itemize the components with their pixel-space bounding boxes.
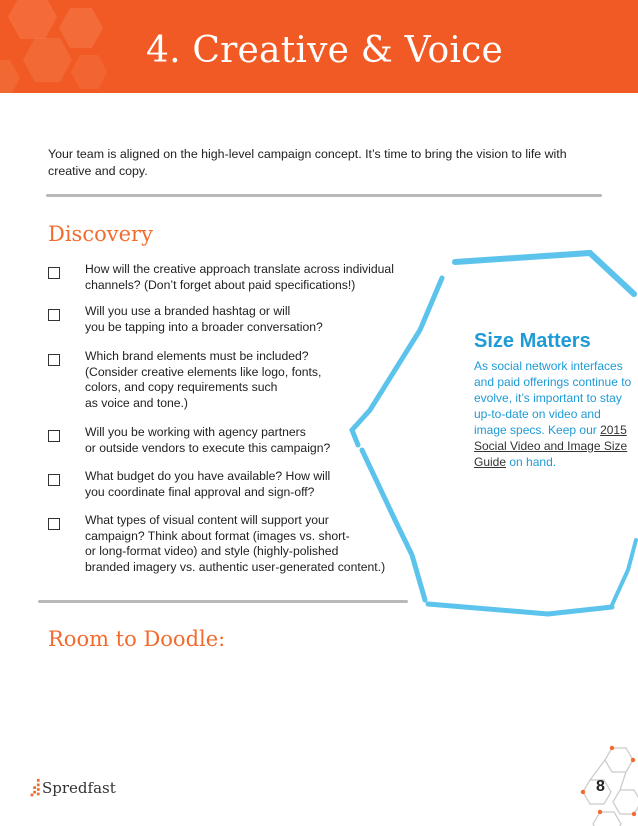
question-text: What budget do you have available? How will you coordinate final approval and sign-off? (85, 469, 331, 499)
page-title: 4. Creative & Voice (146, 30, 504, 71)
logo-wordmark: Spredfast (42, 779, 116, 797)
discovery-heading: Discovery (48, 222, 153, 246)
question-text: Will you use a branded hashtag or will you be tapping into a broader conversation? (85, 304, 323, 334)
question-text: Will you be working with agency partners or outside vendors to execute this campaign? (85, 425, 331, 455)
sidebar-text: As social network interfaces and paid offerings continue to evolve, it’s important to stay up-to-date on video and image specs. Keep our 2015 Social Video and Image Size Guide on hand. (474, 359, 632, 469)
intro-paragraph: Your team is aligned on the high-level campaign concept. It’s time to bring the vision to life with creative and copy. (48, 147, 567, 178)
question-text: What types of visual content will support your campaign? Think about format (images vs. short- or long-format video) and style (highly-polished branded imagery vs. authentic user-generated content.) (85, 513, 386, 574)
doodle-heading: Room to Doodle: (48, 627, 226, 651)
question-text: How will the creative approach translate across individual channels? (Don’t forget about paid specifications!) (85, 262, 394, 292)
sidebar-title: Size Matters (474, 330, 591, 352)
page-number: 8 (596, 778, 605, 795)
spredfast-logo-icon (30, 779, 42, 799)
size-guide-link[interactable]: 2015 Social Video and Image Size Guide (474, 423, 628, 469)
question-text: Which brand elements must be included? (Consider creative elements like logo, fonts, colors, and copy requirements such as voice and tone.) (85, 349, 322, 410)
